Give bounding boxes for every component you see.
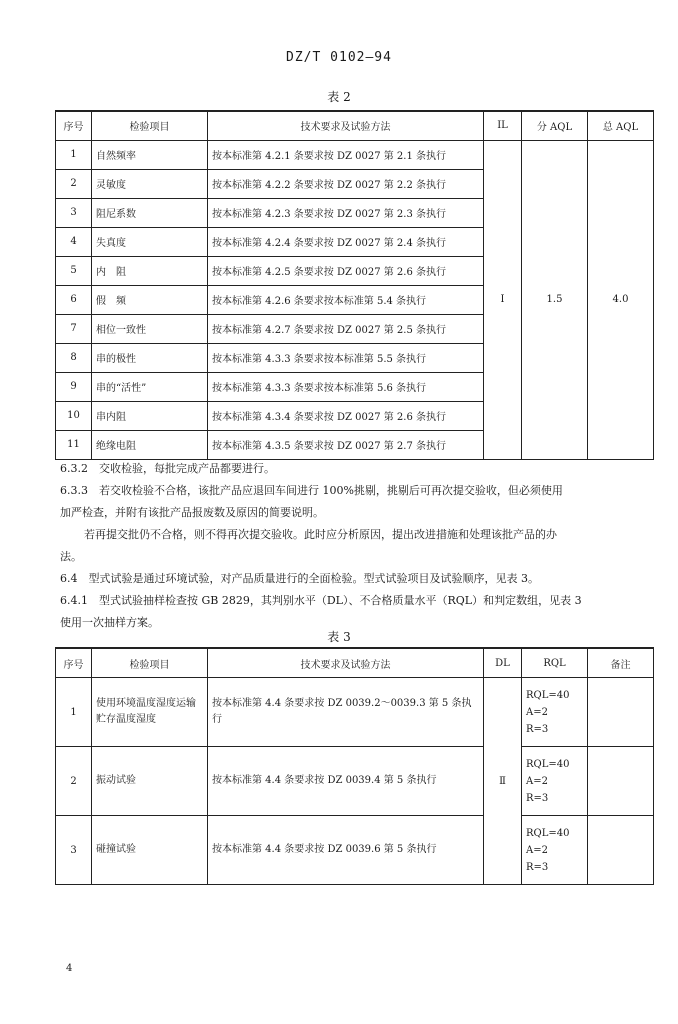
reject-number: R=3 [526, 723, 549, 735]
page-mark: 4 [66, 963, 73, 974]
row-method: 按本标准第 4.2.5 条要求按 DZ 0027 第 2.6 条执行 [208, 256, 484, 285]
table3-dl-value: Ⅱ [484, 678, 522, 885]
row-item: 串的极性 [92, 343, 208, 372]
paragraph-6-3-3-line3: 若再提交批仍不合格，则不得再次提交验收。此时应分析原因，提出改进措施和处理该批产品的办 [84, 528, 557, 541]
table2-total-aql-value: 4.0 [588, 140, 654, 459]
row-item: 相位一致性 [92, 314, 208, 343]
table-3 [55, 647, 654, 885]
reject-number: R=3 [526, 861, 549, 873]
row-number: 2 [56, 169, 92, 198]
table2-header-total-aql: 总 AQL [588, 111, 654, 140]
row-item: 串内阻 [92, 401, 208, 430]
table3-header-method: 技术要求及试验方法 [208, 648, 484, 678]
paragraph-6-4-1-line1: 6.4.1 型式试验抽样检查按 GB 2829，其判别水平（DL）、不合格质量水平（RQL）和判定数组，见表 3 [60, 594, 582, 607]
row-number: 11 [56, 430, 92, 459]
row-method: 按本标准第 4.4 条要求按 DZ 0039.4 第 5 条执行 [208, 747, 484, 816]
row-item: 串的“活性” [92, 372, 208, 401]
row-method: 按本标准第 4.2.6 条要求按本标准第 5.4 条执行 [208, 285, 484, 314]
row-number: 4 [56, 227, 92, 256]
row-number: 7 [56, 314, 92, 343]
row-method: 按本标准第 4.2.4 条要求按 DZ 0027 第 2.4 条执行 [208, 227, 484, 256]
reject-number: R=3 [526, 792, 549, 804]
table2-sub-aql-value: 1.5 [522, 140, 588, 459]
row-rql [522, 678, 588, 747]
row-item: 假 频 [92, 285, 208, 314]
table2-il-value: Ⅰ [484, 140, 522, 459]
accept-number: A=2 [526, 706, 548, 718]
document-header: DZ/T 0102—94 [286, 50, 392, 65]
paragraph-6-3-3-line4: 法。 [60, 550, 82, 563]
row-number: 1 [56, 678, 92, 747]
table-2 [55, 110, 654, 460]
row-method: 按本标准第 4.2.7 条要求按 DZ 0027 第 2.5 条执行 [208, 314, 484, 343]
table-row [56, 678, 654, 747]
row-method: 按本标准第 4.2.3 条要求按 DZ 0027 第 2.3 条执行 [208, 198, 484, 227]
paragraph-6-3-3-line2: 加严检查，并附有该批产品报废数及原因的简要说明。 [60, 506, 324, 519]
table3-header-dl: DL [484, 648, 522, 678]
row-number: 3 [56, 816, 92, 885]
table-row [56, 816, 654, 885]
table3-header-item: 检验项目 [92, 648, 208, 678]
paragraph-6-3-3-line1: 6.3.3 若交收检验不合格，该批产品应退回车间进行 100%挑剔，挑剔后可再次提交验收，但必须使用 [60, 484, 563, 497]
row-method: 按本标准第 4.3.3 条要求按本标准第 5.6 条执行 [208, 372, 484, 401]
row-method: 按本标准第 4.2.1 条要求按 DZ 0027 第 2.1 条执行 [208, 140, 484, 169]
accept-number: A=2 [526, 844, 548, 856]
table-row [56, 140, 654, 169]
row-item: 失真度 [92, 227, 208, 256]
rql-value: RQL=40 [526, 827, 570, 839]
accept-number: A=2 [526, 775, 548, 787]
row-method: 按本标准第 4.3.3 条要求按本标准第 5.5 条执行 [208, 343, 484, 372]
row-number: 8 [56, 343, 92, 372]
row-number: 3 [56, 198, 92, 227]
row-item: 使用环境温度湿度运输贮存温度湿度 [92, 678, 208, 747]
row-method: 按本标准第 4.2.2 条要求按 DZ 0027 第 2.2 条执行 [208, 169, 484, 198]
row-number: 9 [56, 372, 92, 401]
row-number: 10 [56, 401, 92, 430]
row-remarks [588, 816, 654, 885]
row-item: 自然频率 [92, 140, 208, 169]
row-item: 阻尼系数 [92, 198, 208, 227]
row-remarks [588, 678, 654, 747]
row-number: 1 [56, 140, 92, 169]
table-row [56, 747, 654, 816]
row-method: 按本标准第 4.4 条要求按 DZ 0039.6 第 5 条执行 [208, 816, 484, 885]
rql-value: RQL=40 [526, 689, 570, 701]
table2-header-method: 技术要求及试验方法 [208, 111, 484, 140]
paragraph-6-3-2: 6.3.2 交收检验，每批完成产品都要进行。 [60, 462, 275, 475]
table2-header-il: IL [484, 111, 522, 140]
row-method: 按本标准第 4.3.4 条要求按 DZ 0027 第 2.6 条执行 [208, 401, 484, 430]
table3-header-remarks: 备注 [588, 648, 654, 678]
row-number: 2 [56, 747, 92, 816]
table3-header-no: 序号 [56, 648, 92, 678]
row-rql [522, 816, 588, 885]
row-item: 内 阻 [92, 256, 208, 285]
row-item: 振动试验 [92, 747, 208, 816]
row-number: 5 [56, 256, 92, 285]
table2-header-sub-aql: 分 AQL [522, 111, 588, 140]
row-rql [522, 747, 588, 816]
paragraph-6-4-1-line2: 使用一次抽样方案。 [60, 616, 159, 629]
row-item: 碰撞试验 [92, 816, 208, 885]
row-method: 按本标准第 4.4 条要求按 DZ 0039.2～0039.3 第 5 条执行 [208, 678, 484, 747]
table2-header-no: 序号 [56, 111, 92, 140]
paragraph-6-4: 6.4 型式试验是通过环境试验，对产品质量进行的全面检验。型式试验项目及试验顺序，见表 3。 [60, 572, 539, 585]
row-item: 绝缘电阻 [92, 430, 208, 459]
table3-caption: 表 3 [327, 630, 351, 644]
table2-caption: 表 2 [327, 90, 351, 104]
rql-value: RQL=40 [526, 758, 570, 770]
table2-header-item: 检验项目 [92, 111, 208, 140]
row-number: 6 [56, 285, 92, 314]
row-method: 按本标准第 4.3.5 条要求按 DZ 0027 第 2.7 条执行 [208, 430, 484, 459]
row-item: 灵敏度 [92, 169, 208, 198]
row-remarks [588, 747, 654, 816]
table3-header-rql: RQL [522, 648, 588, 678]
